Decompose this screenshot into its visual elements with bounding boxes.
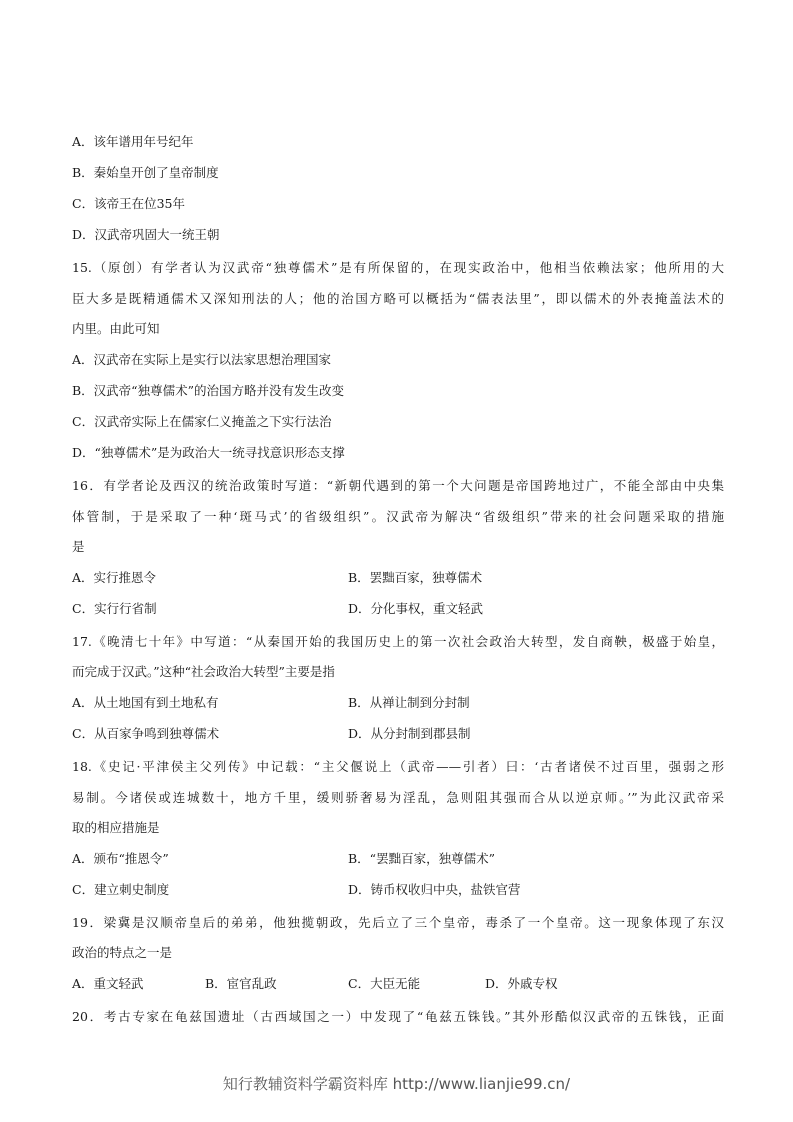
- q19-stem-line2: 政治的特点之一是: [72, 945, 173, 960]
- q16-stem-line1: 16．有学者论及西汉的统治政策时写道：“新朝代遇到的第一个大问题是帝国跨地过广，不能全部由中央集: [72, 478, 724, 493]
- q18-stem-line1: 18.《史记·平津侯主父列传》中记载：“主父偃说上（武帝——引者）曰：‘古者诸侯不过百里，强弱之形: [72, 759, 724, 774]
- q14-option-d: D．汉武帝巩固大一统王朝: [72, 227, 220, 242]
- q19-option-c: C．大臣无能: [348, 976, 421, 991]
- q15-stem-line2: 臣大多是既精通儒术又深知刑法的人；他的治国方略可以概括为“儒表法里”，即以儒术的外表掩盖法术的: [72, 291, 724, 306]
- q19-option-b: B．宦官乱政: [205, 976, 277, 991]
- q16-stem-line3: 是: [72, 539, 85, 554]
- q16-option-d: D．分化事权，重文轻武: [348, 601, 484, 616]
- q15-option-d: D．“独尊儒术”是为政治大一统寻找意识形态支撑: [72, 445, 345, 460]
- q15-option-c: C．汉武帝实际上在儒家仁义掩盖之下实行法治: [72, 414, 332, 429]
- q18-option-a: A．颁布“推恩令”: [72, 851, 169, 866]
- q16-option-b: B．罢黜百家，独尊儒术: [348, 570, 483, 585]
- footer-watermark: 知行教辅资料学霸资料库 http://www.lianjie99.cn/: [222, 1075, 571, 1093]
- q17-stem-line2: 而完成于汉武。”这种“社会政治大转型”主要是指: [72, 664, 335, 679]
- q14-option-c: C．该帝王在位35年: [72, 196, 185, 211]
- q18-stem-line3: 取的相应措施是: [72, 820, 160, 835]
- q16-option-a: A．实行推恩令: [72, 570, 157, 585]
- q19-option-d: D．外戚专权: [485, 976, 558, 991]
- q19-option-a: A．重文轻武: [72, 976, 144, 991]
- q17-option-d: D．从分封制到郡县制: [348, 726, 471, 741]
- q17-option-c: C．从百家争鸣到独尊儒术: [72, 726, 220, 741]
- q16-option-c: C．实行行省制: [72, 601, 157, 616]
- q14-option-a: A．该年谱用年号纪年: [72, 134, 194, 149]
- q20-stem-line1: 20．考古专家在龟兹国遗址（古西域国之一）中发现了“龟兹五铢钱。”其外形酷似汉武帝的五铢钱，正面: [72, 1009, 724, 1024]
- q15-stem-line1: 15.（原创）有学者认为汉武帝“独尊儒术”是有所保留的，在现实政治中，他相当依赖法家；他所用的大: [72, 260, 724, 275]
- q19-stem-line1: 19．梁冀是汉顺帝皇后的弟弟，他独揽朝政，先后立了三个皇帝，毒杀了一个皇帝。这一现象体现了东汉: [72, 915, 724, 930]
- q17-stem-line1: 17.《晚清七十年》中写道：“从秦国开始的我国历史上的第一次社会政治大转型，发自商鞅，极盛于始皇，: [72, 634, 724, 649]
- q18-stem-line2: 易制。今诸侯或连城数十，地方千里，缓则骄奢易为淫乱，急则阻其强而合从以逆京师。’”为此汉武帝采: [72, 790, 724, 805]
- q14-option-b: B．秦始皇开创了皇帝制度: [72, 165, 219, 180]
- q18-option-c: C．建立刺史制度: [72, 882, 170, 897]
- q17-option-b: B．从禅让制到分封制: [348, 695, 470, 710]
- q16-stem-line2: 体管制，于是采取了一种‘斑马式’的省级组织”。汉武帝为解决“省级组织”带来的社会问题采取的措施: [72, 509, 724, 524]
- q15-stem-line3: 内里。由此可知: [72, 321, 160, 336]
- q17-option-a: A．从土地国有到土地私有: [72, 695, 219, 710]
- q18-option-b: B．“罢黜百家，独尊儒术”: [348, 851, 495, 866]
- q18-option-d: D．铸币权收归中央，盐铁官营: [348, 882, 521, 897]
- q15-option-a: A．汉武帝在实际上是实行以法家思想治理国家: [72, 352, 332, 367]
- q15-option-b: B．汉武帝“独尊儒术”的治国方略并没有发生改变: [72, 383, 344, 398]
